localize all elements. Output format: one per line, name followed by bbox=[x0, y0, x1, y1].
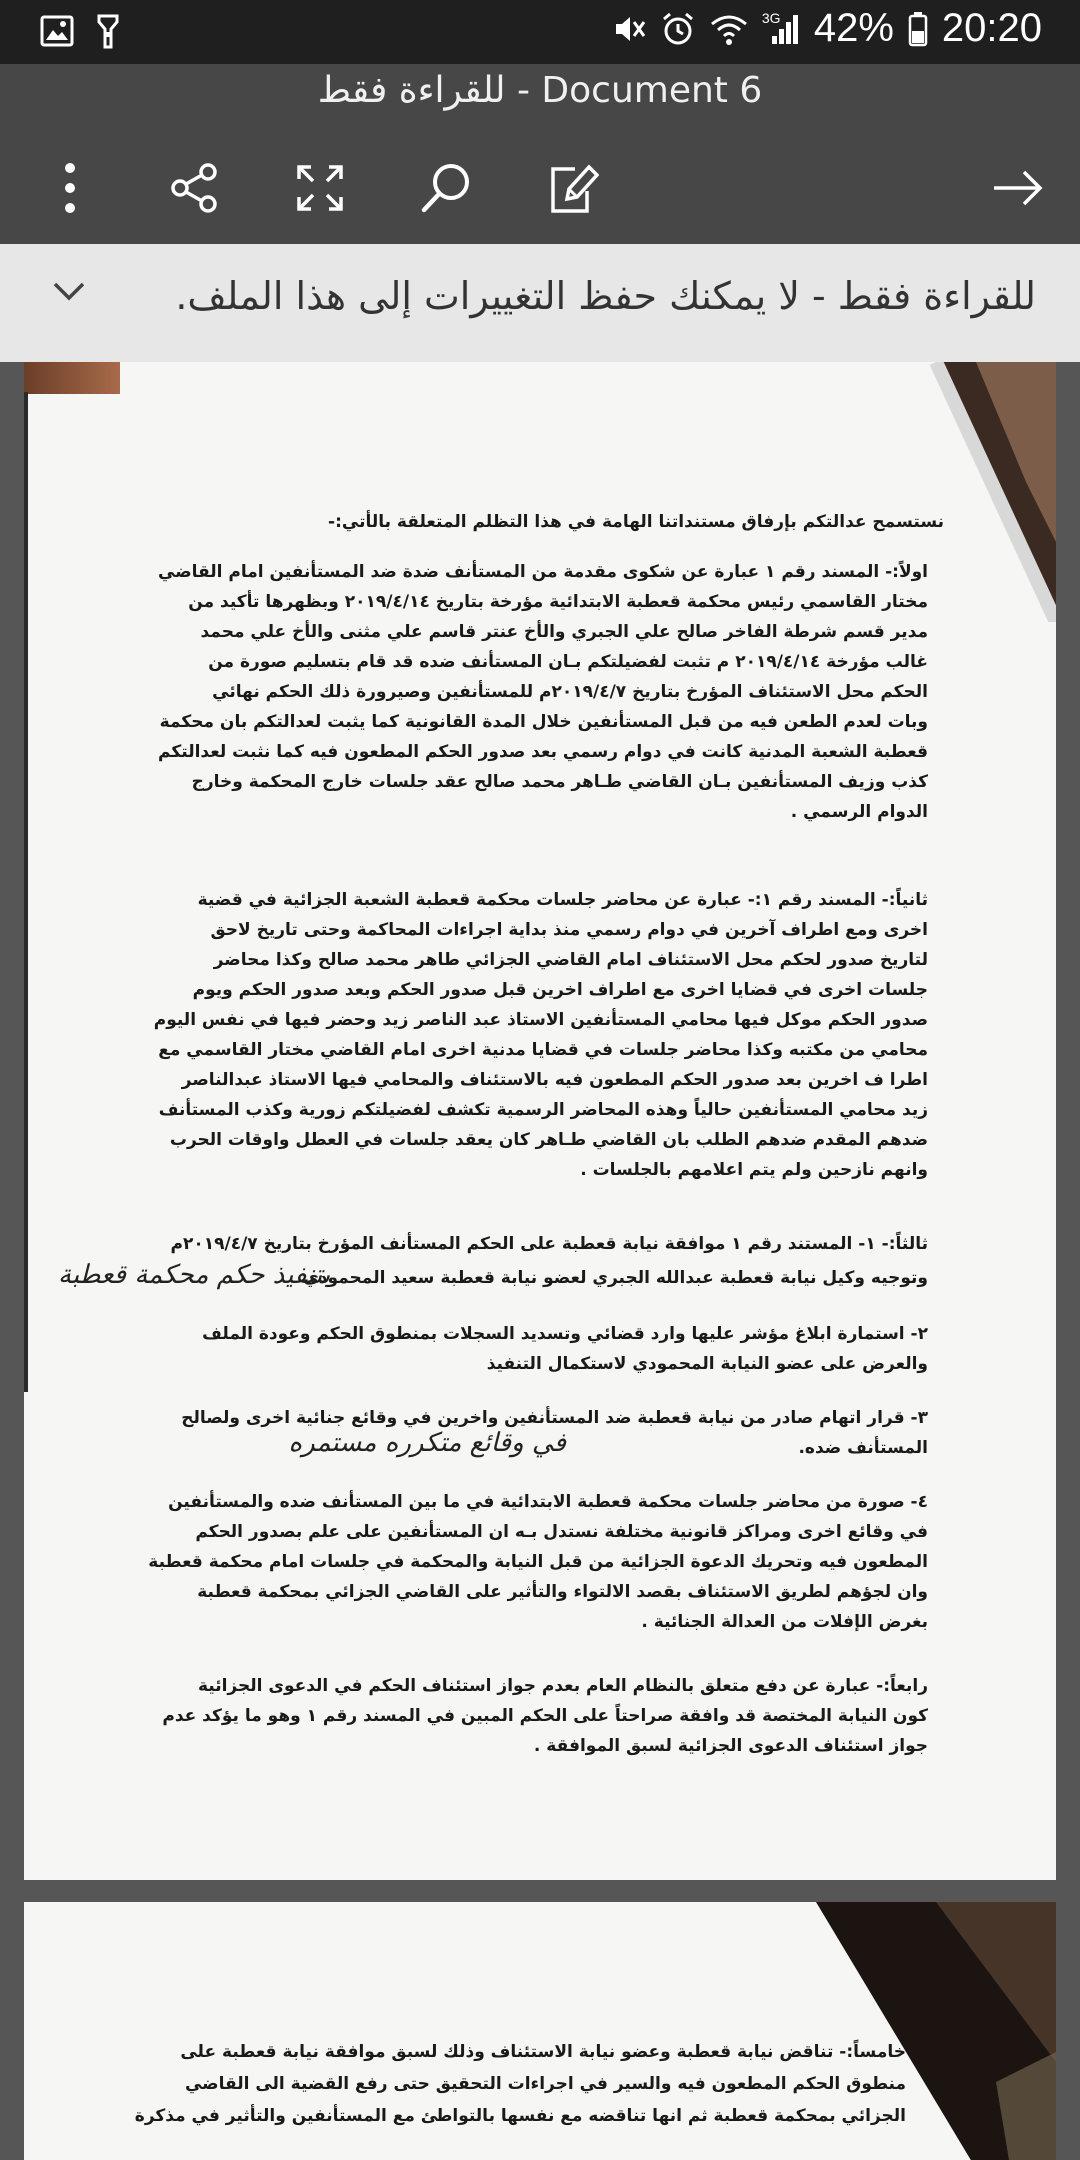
clock: 20:20 bbox=[941, 6, 1042, 50]
document-page-1 bbox=[24, 362, 1056, 1880]
text-line: الحكم محل الاستئناف المؤرخ بتاريخ ٢٠١٩/٤/٧م للمستأنفين وصيرورة ذلك الحكم نهائي bbox=[212, 682, 928, 702]
text-line: كذب وزيف المستأنفين بـان القاضي طـاهر محمد صالح عقد جلسات خارج المحكمة وخارج bbox=[191, 772, 928, 792]
text-line: والعرض على عضو النيابة المحمودي لاستكمال التنفيذ bbox=[486, 1354, 928, 1374]
document-viewer[interactable] bbox=[0, 362, 1080, 2160]
fullscreen-button[interactable] bbox=[280, 150, 360, 230]
text-line: وانهم نازحين ولم يتم اعلامهم بالجلسات . bbox=[580, 1160, 928, 1180]
handwritten-note: في وقائع متكرره مستمره bbox=[288, 1428, 566, 1458]
text-line: ثالثاً:- ١- المستند رقم ١ موافقة نيابة قعطبة على الحكم المستأنف المؤرخ بتاريخ ٢٠١٩/٤/٧م bbox=[170, 1234, 928, 1254]
edit-icon bbox=[547, 161, 599, 219]
photo-corner-top-right bbox=[866, 362, 1056, 622]
network-type: 3G bbox=[761, 9, 781, 26]
text-line: ثانياً:- المسند رقم ١:- عبارة عن محاضر جلسات محكمة قعطبة الشعبة الجزائية في قضية bbox=[197, 890, 928, 910]
fullscreen-icon bbox=[295, 163, 345, 217]
more-vert-icon bbox=[63, 162, 77, 218]
text-line: جواز استئناف الدعوى الجزائية لسبق الموافقة . bbox=[533, 1736, 928, 1756]
text-line: اولاً:- المسند رقم ١ عبارة عن شكوى مقدمة من المستأنف ضدة ضد المستأنفين امام القاضي bbox=[158, 562, 928, 582]
forward-button[interactable] bbox=[978, 150, 1058, 230]
document-page-2 bbox=[24, 1902, 1056, 2160]
edit-button[interactable] bbox=[533, 150, 613, 230]
chevron-down-icon bbox=[52, 287, 86, 306]
text-line: صدور الحكم موكل فيها محامي المستأنفين الاستاذ عبد الناصر زيد وحضر فيها في نفس اليوم bbox=[153, 1010, 928, 1030]
signal-icon bbox=[761, 9, 800, 46]
status-bar bbox=[0, 0, 1080, 64]
text-line: قعطبة الشعبة المدنية كانت في دوام رسمي بعد صدور الحكم المطعون فيه كما نثبت لعدالتكم bbox=[158, 742, 928, 762]
share-button[interactable] bbox=[154, 150, 234, 230]
text-line: لتاريخ صدور لحكم محل الاستئناف امام القاضي الجزائي طاهر محمد صالح وكذا محاضر bbox=[213, 950, 928, 970]
photo-edge-left bbox=[24, 392, 28, 1392]
battery-icon bbox=[908, 11, 928, 47]
text-line: مختار القاسمي رئيس محكمة قعطبة الابتدائية مؤرخة بتاريخ ٢٠١٩/٤/١٤ وبظهرها تأكيد من bbox=[188, 592, 928, 612]
text-line: مدير قسم شرطة الفاخر صالح علي الجبري والأخ عنتر قاسم علي مثنى والأخ علي محمد bbox=[200, 622, 928, 642]
search-button[interactable] bbox=[406, 150, 486, 230]
text-line: في وقائع اخرى ومراكز قانونية مختلفة نستدل بـه ان المستأنفين على علم بصدور الحكم bbox=[195, 1522, 928, 1542]
more-options-button[interactable] bbox=[30, 150, 110, 230]
text-line: رابعاً:- عبارة عن دفع متعلق بالنظام العام بعدم جواز استئناف الحكم في الدعوى الجزائية bbox=[197, 1676, 928, 1696]
search-icon bbox=[419, 161, 473, 219]
alarm-icon bbox=[660, 11, 696, 47]
text-line: وبات لعدم الطعن فيه من قبل المستأنفين خلال المدة القانونية كما يثبت لعدالتكم بان محكمة bbox=[159, 712, 928, 732]
flashlight-icon bbox=[96, 14, 120, 50]
text-line: ٣- قرار اتهام صادر من نيابة قعطبة ضد المستأنفين واخرين في وقائع جنائية اخرى ولصالح bbox=[181, 1408, 928, 1428]
read-only-message: للقراءة فقط - لا يمكنك حفظ التغييرات إلى هذا الملف. bbox=[175, 274, 1036, 318]
arrow-forward-icon bbox=[992, 168, 1044, 212]
text-line: محامي من مكتبه وكذا محاضر جلسات في قضايا مدنية اخرى امام القاضي مختار القاسمي مع bbox=[158, 1040, 928, 1060]
text-line: وتوجيه وكيل نيابة قعطبة عبدالله الجبري لعضو نيابة قعطبة سعيد المحمودي bbox=[303, 1268, 928, 1288]
share-icon bbox=[168, 162, 220, 218]
text-line: بغرض الإفلات من العدالة الجنائية . bbox=[641, 1612, 928, 1632]
app-bar bbox=[0, 64, 1080, 244]
intro-line: نستسمح عدالتكم بإرفاق مستنداتنا الهامة في هذا التظلم المتعلقة بالأتي:- bbox=[328, 512, 944, 532]
text-line: خامساً:- تناقض نيابة قعطبة وعضو نيابة الاستئناف وذلك لسبق موافقة نيابة قعطبة على bbox=[180, 2042, 906, 2062]
text-line: وان لجؤهم لطريق الاستئناف بقصد الالتواء والتأثير على القاضي الجزائي بمحكمة قعطبة bbox=[197, 1582, 928, 1602]
photo-corner-top-left bbox=[24, 362, 120, 394]
text-line: المستأنف ضده. bbox=[798, 1438, 928, 1458]
text-line: منطوق الحكم المطعون فيه والسير في اجراءات التحقيق حتى رفع القضية الى القاضي bbox=[184, 2074, 906, 2094]
text-line: كون النيابة المختصة قد وافقة صراحتاً على الحكم المبين في المسند رقم ١ وهو ما يؤكد عدم bbox=[162, 1706, 928, 1726]
read-only-banner bbox=[0, 244, 1080, 363]
text-line: ضدهم المقدم ضدهم الطلب بان القاضي طـاهر كان يعقد جلسات في العطل واوقات الحرب bbox=[169, 1130, 928, 1150]
document-title: للقراءة فقط - Document 6 bbox=[317, 70, 763, 111]
text-line: المطعون فيه وتحريك الدعوة الجزائية من قبل النيابة والمحكمة في جلسات امام محكمة قعطبة bbox=[148, 1552, 928, 1572]
text-line: ٤- صورة من محاضر جلسات محكمة قعطبة الابتدائية في ما بين المستأنف ضده والمستأنفين bbox=[168, 1492, 928, 1512]
gallery-icon bbox=[40, 14, 74, 50]
mute-icon bbox=[612, 12, 646, 46]
text-line: ٢- استمارة ابلاغ مؤشر عليها وارد قضائي وتسديد السجلات بمنطوق الحكم وعودة الملف bbox=[202, 1324, 928, 1344]
collapse-banner-button[interactable] bbox=[52, 280, 86, 306]
text-line: الجزائي بمحكمة قعطبة ثم انها تناقضه مع نفسها بالتواطئ مع المستأنفين والتأثير في مذكرة bbox=[134, 2106, 906, 2126]
text-line: غالب مؤرخة ٢٠١٩/٤/١٤ م تثبت لفضيلتكم بـان المستأنف ضده قد قام بتسليم صورة من bbox=[208, 652, 928, 672]
wifi-icon bbox=[710, 12, 748, 46]
text-line: زيد محامي المستأنفين حالياً وهذه المحاضر الرسمية تكشف لفضيلتكم زورية وكذب المستأنف bbox=[158, 1100, 928, 1120]
handwritten-note: بتنفيذ حكم محكمة قعطبة bbox=[58, 1260, 331, 1290]
text-line: الدوام الرسمي . bbox=[790, 802, 928, 822]
text-line: اخرى ومع اطراف آخرين في دوام رسمي منذ بداية اجراءات المحاكمة وحتى تاريخ لاحق bbox=[210, 920, 928, 940]
battery-percent: 42% bbox=[813, 6, 894, 50]
text-line: اطرا ف اخرين بعد صدور الحكم المطعون فيه بالاستئناف والمحامي فيها الاستاذ عبدالناصر bbox=[181, 1070, 928, 1090]
text-line: جلسات اخرى في قضايا اخرى مع اطراف اخرين قبل صدور الحكم وبعد صدور الحكم ويوم bbox=[192, 980, 928, 1000]
